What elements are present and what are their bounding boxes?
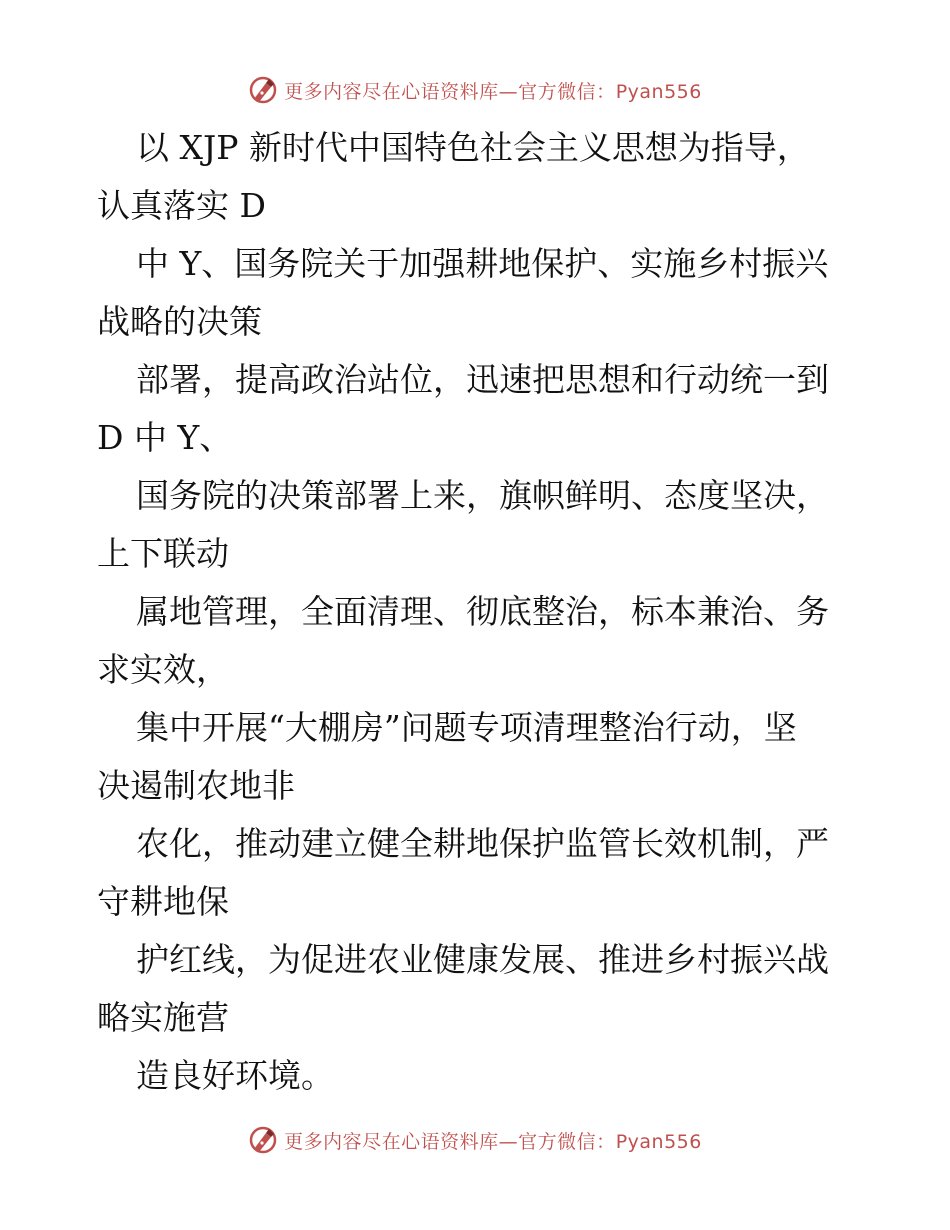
body-line-3: 中 Y、国务院关于加强耕地保护、实施乡村振兴 <box>136 244 829 283</box>
footer-contact-label: 官方微信： <box>518 1130 616 1153</box>
pen-logo-icon <box>248 1125 278 1155</box>
header-separator: — <box>498 80 519 103</box>
body-line-17: 造良好环境。 <box>136 1056 334 1095</box>
footer-contact-id: Pyan556 <box>615 1130 702 1153</box>
body-line-13: 农化，推动建立健全耕地保护监管长效机制，严 <box>136 824 829 863</box>
body-line-14: 守耕地保 <box>97 882 229 921</box>
footer-separator: — <box>498 1130 519 1153</box>
body-line-1: 以 XJP 新时代中国特色社会主义思想为指导， <box>136 128 810 167</box>
footer-brand-text: 更多内容尽在心语资料库 <box>284 1130 499 1153</box>
body-line-6: D 中 Y、 <box>97 418 233 457</box>
body-line-11: 集中开展“大棚房”问题专项清理整治行动，坚 <box>136 708 797 747</box>
body-line-4: 战略的决策 <box>97 302 262 341</box>
body-line-9: 属地管理，全面清理、彻底整治，标本兼治、务 <box>136 592 829 631</box>
footer-watermark-banner <box>0 1120 950 1160</box>
body-line-5: 部署，提高政治站位，迅速把思想和行动统一到 <box>136 360 829 399</box>
body-line-7: 国务院的决策部署上来，旗帜鲜明、态度坚决， <box>136 476 829 515</box>
body-line-2: 认真落实 D <box>97 186 266 225</box>
body-line-16: 略实施营 <box>97 998 229 1037</box>
body-line-15: 护红线，为促进农业健康发展、推进乡村振兴战 <box>136 940 829 979</box>
header-contact-label: 官方微信： <box>518 80 616 103</box>
header-contact-id: Pyan556 <box>615 80 702 103</box>
header-brand-text: 更多内容尽在心语资料库 <box>284 80 499 103</box>
body-line-12: 决遏制农地非 <box>97 766 295 805</box>
body-line-10: 求实效， <box>97 650 229 689</box>
footer-watermark-text <box>284 1127 702 1154</box>
body-line-8: 上下联动 <box>97 534 229 573</box>
